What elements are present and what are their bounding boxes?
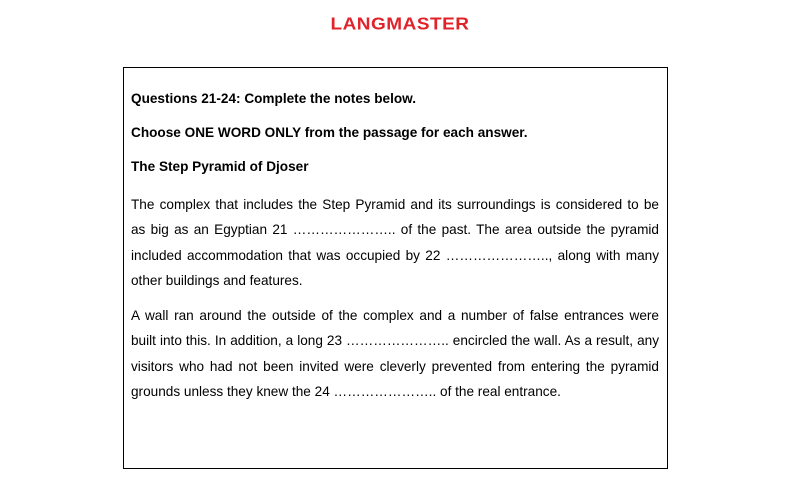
- notes-paragraph-2: A wall ran around the outside of the complex and a number of false entrances were built into this. In addition, a long 23 ………………….. encircled the wall. As a result, any visitors who had not been invited were cleverly prevented from entering the pyramid grounds unless they knew the 24 ………………….. of the real entrance.: [131, 308, 659, 400]
- question-box: [123, 67, 668, 469]
- langmaster-logo: LANGMASTER: [330, 14, 470, 35]
- instruction-subheading: Choose ONE WORD ONLY from the passage for each answer.: [131, 125, 528, 140]
- instruction-heading: Questions 21-24: Complete the notes below.: [131, 91, 417, 106]
- passage-title: The Step Pyramid of Djoser: [131, 159, 309, 174]
- notes-paragraph-1: The complex that includes the Step Pyramid and its surroundings is considered to be as big as an Egyptian 21 ………………….. of the past. The area outside the pyramid included accommodation that was occupied by 22 ………………….., along with many other buildings and features.: [131, 197, 659, 288]
